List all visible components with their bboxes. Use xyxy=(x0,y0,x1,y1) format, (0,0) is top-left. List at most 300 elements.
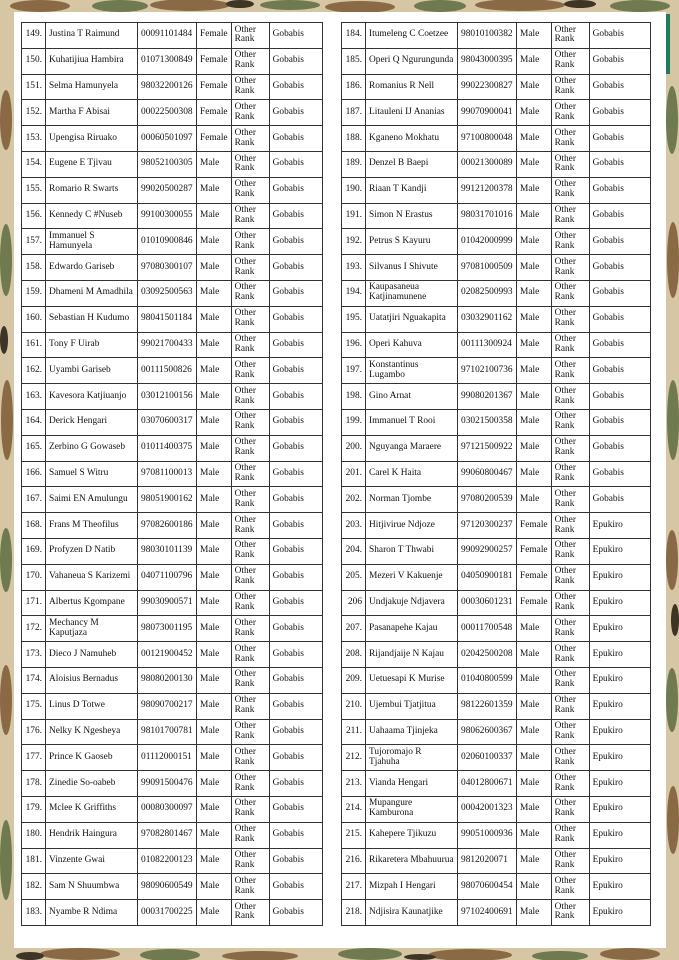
rank-cell: Other Rank xyxy=(231,358,269,384)
row-number-cell: 177. xyxy=(22,745,46,771)
gender-cell: Male xyxy=(197,255,232,281)
id-number-cell: 02082500993 xyxy=(458,280,517,306)
gender-cell: Male xyxy=(197,409,232,435)
gender-cell: Female xyxy=(197,100,232,126)
station-cell: Gobabis xyxy=(269,151,322,177)
station-cell: Epukiro xyxy=(589,848,650,874)
table-row xyxy=(342,358,651,384)
table-row xyxy=(22,693,323,719)
gender-cell: Male xyxy=(517,900,552,926)
station-cell: Gobabis xyxy=(589,126,650,152)
station-cell: Epukiro xyxy=(589,590,650,616)
rank-cell: Other Rank xyxy=(231,151,269,177)
station-cell: Gobabis xyxy=(269,616,322,642)
rank-cell: Other Rank xyxy=(231,435,269,461)
id-number-cell: 97080200539 xyxy=(458,487,517,513)
rank-cell: Other Rank xyxy=(231,255,269,281)
rank-cell: Other Rank xyxy=(551,280,589,306)
member-name-cell: Nelky K Ngesheya xyxy=(46,719,138,745)
table-row xyxy=(342,461,651,487)
table-row xyxy=(342,23,651,49)
row-number-cell: 202. xyxy=(342,487,366,513)
row-number-cell: 169. xyxy=(22,538,46,564)
member-name-cell: Zerbino G Gowaseb xyxy=(46,435,138,461)
id-number-cell: 98101700781 xyxy=(138,719,197,745)
id-number-cell: 00121900452 xyxy=(138,642,197,668)
station-cell: Gobabis xyxy=(269,745,322,771)
member-name-cell: Rikaretera Mbahuurua xyxy=(366,848,458,874)
station-cell: Gobabis xyxy=(589,487,650,513)
row-number-cell: 187. xyxy=(342,100,366,126)
id-number-cell: 98052100305 xyxy=(138,151,197,177)
table-row xyxy=(342,384,651,410)
gender-cell: Male xyxy=(517,229,552,255)
station-cell: Gobabis xyxy=(589,177,650,203)
row-number-cell: 203. xyxy=(342,513,366,539)
row-number-cell: 204. xyxy=(342,538,366,564)
member-name-cell: Ujembui Tjatjitua xyxy=(366,693,458,719)
member-name-cell: Edwardo Gariseb xyxy=(46,255,138,281)
gender-cell: Male xyxy=(197,616,232,642)
id-number-cell: 98032200126 xyxy=(138,74,197,100)
id-number-cell: 00021300089 xyxy=(458,151,517,177)
member-name-cell: Konstantinus Lugambo xyxy=(366,358,458,384)
station-cell: Gobabis xyxy=(589,280,650,306)
station-cell: Gobabis xyxy=(269,642,322,668)
member-name-cell: Justina T Raimund xyxy=(46,23,138,49)
table-row xyxy=(342,900,651,926)
station-cell: Gobabis xyxy=(589,100,650,126)
gender-cell: Male xyxy=(517,487,552,513)
station-cell: Gobabis xyxy=(589,151,650,177)
roster-table-left xyxy=(21,22,323,926)
table-row xyxy=(342,74,651,100)
rank-cell: Other Rank xyxy=(551,487,589,513)
station-cell: Gobabis xyxy=(269,796,322,822)
table-row xyxy=(22,771,323,797)
table-row xyxy=(22,461,323,487)
row-number-cell: 164. xyxy=(22,409,46,435)
station-cell: Gobabis xyxy=(589,435,650,461)
member-name-cell: Dieco J Namuheb xyxy=(46,642,138,668)
member-name-cell: Operi Q Ngurungunda xyxy=(366,48,458,74)
rank-cell: Other Rank xyxy=(231,280,269,306)
gender-cell: Female xyxy=(197,48,232,74)
id-number-cell: 98031701016 xyxy=(458,203,517,229)
rank-cell: Other Rank xyxy=(551,796,589,822)
station-cell: Gobabis xyxy=(589,358,650,384)
member-name-cell: Nyambe R Ndima xyxy=(46,900,138,926)
rank-cell: Other Rank xyxy=(551,667,589,693)
gender-cell: Male xyxy=(197,358,232,384)
table-row xyxy=(342,255,651,281)
row-number-cell: 213. xyxy=(342,771,366,797)
member-name-cell: Hitjivirue Ndjoze xyxy=(366,513,458,539)
gender-cell: Female xyxy=(517,538,552,564)
station-cell: Gobabis xyxy=(589,306,650,332)
rank-cell: Other Rank xyxy=(231,693,269,719)
table-row xyxy=(342,693,651,719)
id-number-cell: 97081000509 xyxy=(458,255,517,281)
station-cell: Gobabis xyxy=(269,177,322,203)
row-number-cell: 200. xyxy=(342,435,366,461)
station-cell: Epukiro xyxy=(589,642,650,668)
row-number-cell: 209. xyxy=(342,667,366,693)
gender-cell: Female xyxy=(197,23,232,49)
member-name-cell: Mechancy M Kaputjaza xyxy=(46,616,138,642)
gender-cell: Male xyxy=(197,564,232,590)
id-number-cell: 00080300097 xyxy=(138,796,197,822)
table-row xyxy=(22,513,323,539)
gender-cell: Male xyxy=(197,384,232,410)
station-cell: Gobabis xyxy=(269,23,322,49)
station-cell: Gobabis xyxy=(269,358,322,384)
gender-cell: Male xyxy=(197,461,232,487)
gender-cell: Male xyxy=(517,461,552,487)
id-number-cell: 99060800467 xyxy=(458,461,517,487)
member-name-cell: Norman Tjombe xyxy=(366,487,458,513)
station-cell: Gobabis xyxy=(589,461,650,487)
row-number-cell: 152. xyxy=(22,100,46,126)
rank-cell: Other Rank xyxy=(551,642,589,668)
table-row xyxy=(22,642,323,668)
row-number-cell: 170. xyxy=(22,564,46,590)
gender-cell: Male xyxy=(517,306,552,332)
row-number-cell: 166. xyxy=(22,461,46,487)
table-row xyxy=(342,487,651,513)
gender-cell: Male xyxy=(517,177,552,203)
member-name-cell: Hendrik Haingura xyxy=(46,822,138,848)
rank-cell: Other Rank xyxy=(231,487,269,513)
station-cell: Gobabis xyxy=(269,487,322,513)
id-number-cell: 01011400375 xyxy=(138,435,197,461)
table-row xyxy=(22,900,323,926)
table-row xyxy=(342,796,651,822)
rank-cell: Other Rank xyxy=(231,203,269,229)
table-row xyxy=(342,874,651,900)
gender-cell: Male xyxy=(197,642,232,668)
id-number-cell: 99100300055 xyxy=(138,203,197,229)
id-number-cell: 03092500563 xyxy=(138,280,197,306)
id-number-cell: 97082600186 xyxy=(138,513,197,539)
row-number-cell: 195. xyxy=(342,306,366,332)
row-number-cell: 210. xyxy=(342,693,366,719)
id-number-cell: 01071300849 xyxy=(138,48,197,74)
rank-cell: Other Rank xyxy=(551,513,589,539)
id-number-cell: 00111500826 xyxy=(138,358,197,384)
table-row xyxy=(342,822,651,848)
gender-cell: Male xyxy=(517,100,552,126)
rank-cell: Other Rank xyxy=(231,538,269,564)
table-row xyxy=(22,616,323,642)
row-number-cell: 175. xyxy=(22,693,46,719)
member-name-cell: Eugene E Tjivau xyxy=(46,151,138,177)
row-number-cell: 157. xyxy=(22,229,46,255)
member-name-cell: Immanuel T Rooi xyxy=(366,409,458,435)
gender-cell: Female xyxy=(517,513,552,539)
id-number-cell: 03012100156 xyxy=(138,384,197,410)
gender-cell: Male xyxy=(197,848,232,874)
table-row xyxy=(22,667,323,693)
id-number-cell: 97120300237 xyxy=(458,513,517,539)
station-cell: Epukiro xyxy=(589,564,650,590)
row-number-cell: 218. xyxy=(342,900,366,926)
gender-cell: Male xyxy=(197,435,232,461)
station-cell: Gobabis xyxy=(269,874,322,900)
gender-cell: Male xyxy=(517,409,552,435)
gender-cell: Female xyxy=(197,126,232,152)
table-row xyxy=(342,590,651,616)
row-number-cell: 159. xyxy=(22,280,46,306)
id-number-cell: 97102100736 xyxy=(458,358,517,384)
rank-cell: Other Rank xyxy=(231,590,269,616)
member-name-cell: Profyzen D Natib xyxy=(46,538,138,564)
id-number-cell: 99022300827 xyxy=(458,74,517,100)
id-number-cell: 99070900041 xyxy=(458,100,517,126)
id-number-cell: 99051000936 xyxy=(458,822,517,848)
id-number-cell: 98043000395 xyxy=(458,48,517,74)
id-number-cell: 00111300924 xyxy=(458,332,517,358)
rank-cell: Other Rank xyxy=(551,332,589,358)
rank-cell: Other Rank xyxy=(551,151,589,177)
station-cell: Gobabis xyxy=(269,719,322,745)
table-row xyxy=(342,126,651,152)
gender-cell: Male xyxy=(197,771,232,797)
member-name-cell: Tujoromajo R Tjahuha xyxy=(366,745,458,771)
gender-cell: Male xyxy=(197,693,232,719)
member-name-cell: Sebastian H Kudumo xyxy=(46,306,138,332)
gender-cell: Male xyxy=(197,487,232,513)
station-cell: Gobabis xyxy=(269,771,322,797)
gender-cell: Male xyxy=(197,538,232,564)
gender-cell: Male xyxy=(517,384,552,410)
gender-cell: Female xyxy=(197,74,232,100)
table-row xyxy=(22,435,323,461)
rank-cell: Other Rank xyxy=(551,255,589,281)
member-name-cell: Kganeno Mokhatu xyxy=(366,126,458,152)
gender-cell: Male xyxy=(197,151,232,177)
gender-cell: Male xyxy=(197,796,232,822)
station-cell: Gobabis xyxy=(269,126,322,152)
id-number-cell: 97100800048 xyxy=(458,126,517,152)
id-number-cell: 00091101484 xyxy=(138,23,197,49)
gender-cell: Male xyxy=(517,796,552,822)
gender-cell: Male xyxy=(197,874,232,900)
rank-cell: Other Rank xyxy=(551,822,589,848)
table-row xyxy=(342,564,651,590)
member-name-cell: Kavesora Katjiuanjo xyxy=(46,384,138,410)
row-number-cell: 185. xyxy=(342,48,366,74)
station-cell: Gobabis xyxy=(269,74,322,100)
member-name-cell: Kaupasaneua Katjinamunene xyxy=(366,280,458,306)
row-number-cell: 186. xyxy=(342,74,366,100)
rank-cell: Other Rank xyxy=(551,564,589,590)
table-row xyxy=(22,332,323,358)
gender-cell: Male xyxy=(517,74,552,100)
row-number-cell: 192. xyxy=(342,229,366,255)
member-name-cell: Nguyanga Maraere xyxy=(366,435,458,461)
row-number-cell: 168. xyxy=(22,513,46,539)
table-row xyxy=(342,848,651,874)
rank-cell: Other Rank xyxy=(551,719,589,745)
member-name-cell: Riaan T Kandji xyxy=(366,177,458,203)
gender-cell: Male xyxy=(197,229,232,255)
table-row xyxy=(342,306,651,332)
id-number-cell: 97121500922 xyxy=(458,435,517,461)
table-row xyxy=(342,616,651,642)
row-number-cell: 160. xyxy=(22,306,46,332)
member-name-cell: Frans M Theofilus xyxy=(46,513,138,539)
id-number-cell: 00060501097 xyxy=(138,126,197,152)
rank-cell: Other Rank xyxy=(231,642,269,668)
station-cell: Epukiro xyxy=(589,796,650,822)
table-row xyxy=(342,332,651,358)
rank-cell: Other Rank xyxy=(551,48,589,74)
station-cell: Gobabis xyxy=(269,590,322,616)
row-number-cell: 155. xyxy=(22,177,46,203)
rank-cell: Other Rank xyxy=(231,177,269,203)
table-row xyxy=(342,229,651,255)
station-cell: Gobabis xyxy=(589,384,650,410)
row-number-cell: 212. xyxy=(342,745,366,771)
id-number-cell: 97082801467 xyxy=(138,822,197,848)
member-name-cell: Romanius R Nell xyxy=(366,74,458,100)
station-cell: Epukiro xyxy=(589,693,650,719)
member-name-cell: Silvanus I Shivute xyxy=(366,255,458,281)
rank-cell: Other Rank xyxy=(231,848,269,874)
table-row xyxy=(22,280,323,306)
member-name-cell: Mupangure Kamburona xyxy=(366,796,458,822)
rank-cell: Other Rank xyxy=(551,616,589,642)
table-row xyxy=(22,100,323,126)
station-cell: Epukiro xyxy=(589,616,650,642)
rank-cell: Other Rank xyxy=(231,384,269,410)
gender-cell: Male xyxy=(517,151,552,177)
row-number-cell: 163. xyxy=(22,384,46,410)
gender-cell: Male xyxy=(517,23,552,49)
station-cell: Epukiro xyxy=(589,719,650,745)
table-row xyxy=(342,745,651,771)
row-number-cell: 208. xyxy=(342,642,366,668)
station-cell: Gobabis xyxy=(589,409,650,435)
rank-cell: Other Rank xyxy=(551,177,589,203)
station-cell: Gobabis xyxy=(269,667,322,693)
gender-cell: Male xyxy=(517,874,552,900)
gender-cell: Male xyxy=(517,745,552,771)
gender-cell: Male xyxy=(197,332,232,358)
gender-cell: Male xyxy=(517,771,552,797)
table-row xyxy=(22,590,323,616)
rank-cell: Other Rank xyxy=(231,771,269,797)
rank-cell: Other Rank xyxy=(551,100,589,126)
id-number-cell: 98080200130 xyxy=(138,667,197,693)
gender-cell: Male xyxy=(197,667,232,693)
gender-cell: Male xyxy=(517,48,552,74)
table-row xyxy=(22,564,323,590)
id-number-cell: 98070600454 xyxy=(458,874,517,900)
row-number-cell: 153. xyxy=(22,126,46,152)
member-name-cell: Dhameni M Amadhila xyxy=(46,280,138,306)
member-name-cell: Saimi EN Amulungu xyxy=(46,487,138,513)
row-number-cell: 196. xyxy=(342,332,366,358)
member-name-cell: Vianda Hengari xyxy=(366,771,458,797)
gender-cell: Male xyxy=(197,306,232,332)
station-cell: Gobabis xyxy=(589,48,650,74)
station-cell: Epukiro xyxy=(589,874,650,900)
row-number-cell: 199. xyxy=(342,409,366,435)
rank-cell: Other Rank xyxy=(231,100,269,126)
id-number-cell: 02042500208 xyxy=(458,642,517,668)
id-number-cell: 00011700548 xyxy=(458,616,517,642)
member-name-cell: Selma Hamunyela xyxy=(46,74,138,100)
rank-cell: Other Rank xyxy=(231,745,269,771)
rank-cell: Other Rank xyxy=(551,126,589,152)
station-cell: Gobabis xyxy=(269,848,322,874)
row-number-cell: 198. xyxy=(342,384,366,410)
row-number-cell: 184. xyxy=(342,23,366,49)
rank-cell: Other Rank xyxy=(551,771,589,797)
table-row xyxy=(22,74,323,100)
id-number-cell: 01112000151 xyxy=(138,745,197,771)
station-cell: Gobabis xyxy=(269,100,322,126)
station-cell: Gobabis xyxy=(269,693,322,719)
station-cell: Gobabis xyxy=(269,280,322,306)
gender-cell: Male xyxy=(517,642,552,668)
row-number-cell: 188. xyxy=(342,126,366,152)
rank-cell: Other Rank xyxy=(231,306,269,332)
table-row xyxy=(342,48,651,74)
member-name-cell: Kahepere Tjikuzu xyxy=(366,822,458,848)
table-row xyxy=(22,719,323,745)
document-page xyxy=(14,12,666,948)
id-number-cell: 03021500358 xyxy=(458,409,517,435)
rank-cell: Other Rank xyxy=(551,23,589,49)
member-name-cell: Uatatjiri Nguakapita xyxy=(366,306,458,332)
gender-cell: Male xyxy=(197,590,232,616)
station-cell: Gobabis xyxy=(269,564,322,590)
rank-cell: Other Rank xyxy=(551,848,589,874)
id-number-cell: 01040800599 xyxy=(458,667,517,693)
table-row xyxy=(342,719,651,745)
id-number-cell: 98041501184 xyxy=(138,306,197,332)
gender-cell: Male xyxy=(197,280,232,306)
row-number-cell: 154. xyxy=(22,151,46,177)
row-number-cell: 201. xyxy=(342,461,366,487)
row-number-cell: 165. xyxy=(22,435,46,461)
member-name-cell: Carel K Haita xyxy=(366,461,458,487)
rank-cell: Other Rank xyxy=(231,229,269,255)
member-name-cell: Mezeri V Kakuenje xyxy=(366,564,458,590)
id-number-cell: 02060100337 xyxy=(458,745,517,771)
gender-cell: Male xyxy=(197,203,232,229)
rank-cell: Other Rank xyxy=(231,409,269,435)
member-name-cell: Samuel S Witru xyxy=(46,461,138,487)
gender-cell: Male xyxy=(197,822,232,848)
id-number-cell: 03032901162 xyxy=(458,306,517,332)
id-number-cell: 04050900181 xyxy=(458,564,517,590)
table-row xyxy=(342,203,651,229)
table-row xyxy=(342,280,651,306)
row-number-cell: 151. xyxy=(22,74,46,100)
station-cell: Gobabis xyxy=(269,461,322,487)
rank-cell: Other Rank xyxy=(231,667,269,693)
gender-cell: Male xyxy=(517,616,552,642)
gender-cell: Male xyxy=(517,719,552,745)
member-name-cell: Ndjisira Kaunatjike xyxy=(366,900,458,926)
member-name-cell: Operi Kahuva xyxy=(366,332,458,358)
id-number-cell: 01042000999 xyxy=(458,229,517,255)
station-cell: Gobabis xyxy=(269,306,322,332)
